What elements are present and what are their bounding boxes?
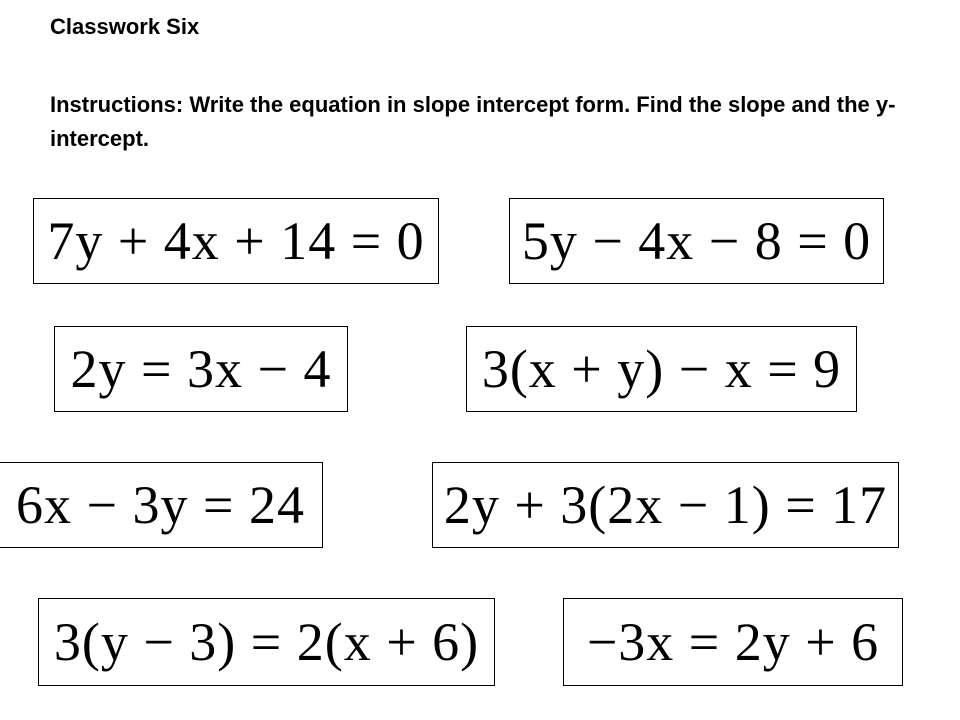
equation-text: 3(x + y) − x = 9	[481, 339, 842, 399]
equation-box-7	[38, 598, 495, 686]
instructions-text: Instructions: Write the equation in slope intercept form. Find the slope and the y-intercept.	[50, 92, 896, 151]
equation-text: 2y = 3x − 4	[70, 339, 332, 399]
equation-box-6	[432, 462, 899, 548]
equation-text: 5y − 4x − 8 = 0	[521, 211, 872, 271]
equation-text: −3x = 2y + 6	[586, 612, 880, 672]
equation-text: 6x − 3y = 24	[16, 475, 305, 535]
equation-box-1	[33, 198, 439, 284]
equation-box-3	[54, 326, 348, 412]
equation-text: 2y + 3(2x − 1) = 17	[443, 475, 888, 535]
equation-box-8	[563, 598, 903, 686]
page-title: Classwork Six	[50, 14, 200, 39]
equation-box-4	[466, 326, 857, 412]
equation-box-5	[0, 462, 323, 548]
equation-text: 7y + 4x + 14 = 0	[47, 211, 425, 271]
equation-box-2	[509, 198, 884, 284]
equation-text: 3(y − 3) = 2(x + 6)	[53, 612, 480, 672]
